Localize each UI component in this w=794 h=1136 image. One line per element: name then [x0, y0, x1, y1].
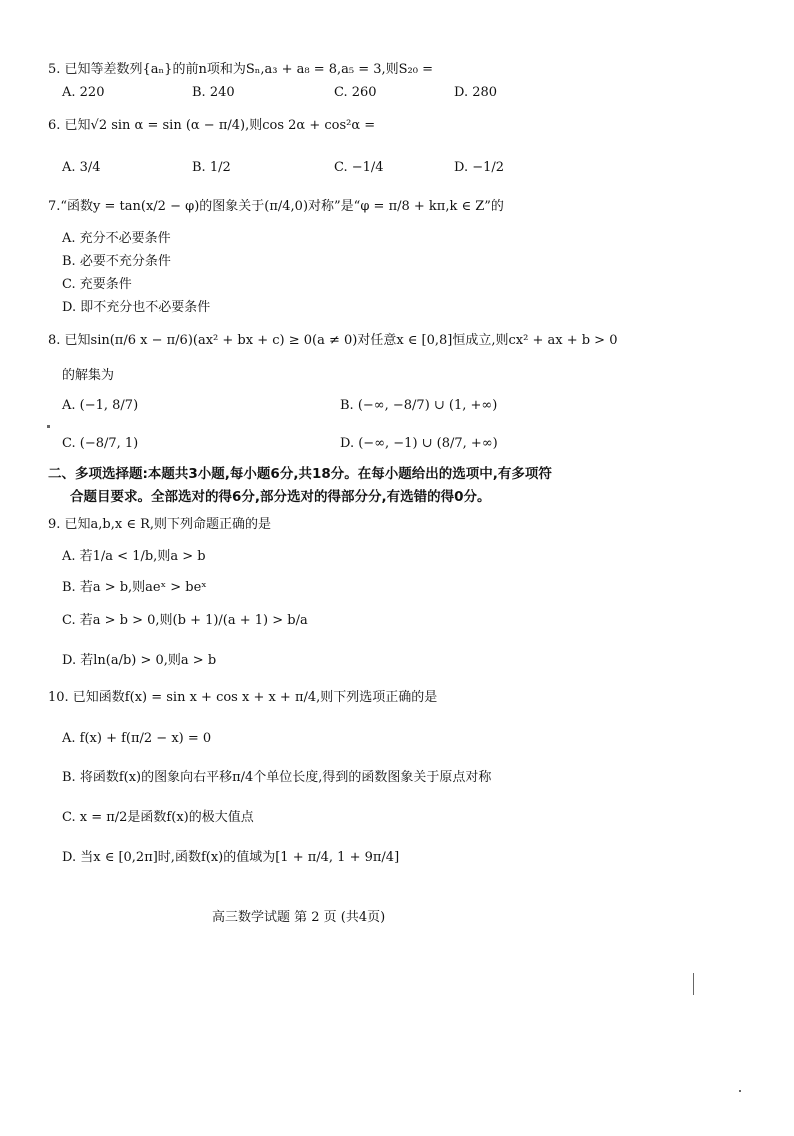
q10-option-b: B. 将函数f(x)的图象向右平移π/4个单位长度,得到的函数图象关于原点对称: [62, 770, 492, 785]
q5-option-d: D. 280: [454, 85, 498, 100]
q9-option-c: C. 若a > b > 0,则(b + 1)/(a + 1) > b/a: [62, 613, 308, 628]
q5-stem: 5. 已知等差数列{aₙ}的前n项和为Sₙ,a₃ + a₈ = 8,a₅ = 3,则S₂₀ =: [48, 62, 434, 77]
section2-heading-line2: 合题目要求。全部选对的得6分,部分选对的得部分分,有选错的得0分。: [70, 489, 491, 505]
q8-option-d: D. (−∞, −1) ∪ (8/7, +∞): [340, 436, 498, 451]
q7-option-d: D. 即不充分也不必要条件: [62, 300, 211, 315]
q6-stem: 6. 已知√2 sin α = sin (α − π/4),则cos 2α + cos²α =: [48, 118, 376, 133]
q6-option-a: A. 3/4: [62, 160, 101, 175]
q7-option-a: A. 充分不必要条件: [62, 231, 171, 246]
q6-option-c: C. −1/4: [334, 160, 384, 175]
q5-option-c: C. 260: [334, 85, 377, 100]
scan-speck: [47, 425, 50, 428]
q9-option-d: D. 若ln(a/b) > 0,则a > b: [62, 653, 217, 668]
q6-option-b: B. 1/2: [192, 160, 231, 175]
q8-stem: 8. 已知sin(π/6 x − π/6)(ax² + bx + c) ≥ 0(a ≠ 0)对任意x ∈ [0,8]恒成立,则cx² + ax + b > 0: [48, 333, 618, 348]
q8-stem-continued: 的解集为: [62, 368, 115, 383]
q7-option-c: C. 充要条件: [62, 277, 132, 292]
q8-option-c: C. (−8/7, 1): [62, 436, 139, 451]
q7-option-b: B. 必要不充分条件: [62, 254, 171, 269]
q8-option-b: B. (−∞, −8/7) ∪ (1, +∞): [340, 398, 498, 413]
q6-option-d: D. −1/2: [454, 160, 505, 175]
section2-heading-line1: 二、多项选择题:本题共3小题,每小题6分,共18分。在每小题给出的选项中,有多项符: [48, 466, 552, 482]
q9-option-b: B. 若a > b,则aeˣ > beˣ: [62, 580, 207, 595]
q9-option-a: A. 若1/a < 1/b,则a > b: [62, 549, 206, 564]
q8-option-a: A. (−1, 8/7): [62, 398, 139, 413]
q10-stem: 10. 已知函数f(x) = sin x + cos x + x + π/4,则下列选项正确的是: [48, 690, 438, 705]
q5-option-b: B. 240: [192, 85, 235, 100]
q10-option-a: A. f(x) + f(π/2 − x) = 0: [62, 731, 212, 746]
scan-line: [693, 973, 694, 995]
q10-option-c: C. x = π/2是函数f(x)的极大值点: [62, 810, 254, 825]
q10-option-d: D. 当x ∈ [0,2π]时,函数f(x)的值域为[1 + π/4, 1 + 9π/4]: [62, 850, 400, 865]
page-footer: 高三数学试题 第 2 页 (共4页): [212, 910, 386, 925]
q5-option-a: A. 220: [62, 85, 105, 100]
q7-stem: 7.“函数y = tan(x/2 − φ)的图象关于(π/4,0)对称”是“φ = π/8 + kπ,k ∈ Z”的: [48, 199, 504, 214]
scan-speck: [739, 1090, 741, 1092]
q9-stem: 9. 已知a,b,x ∈ R,则下列命题正确的是: [48, 517, 272, 532]
